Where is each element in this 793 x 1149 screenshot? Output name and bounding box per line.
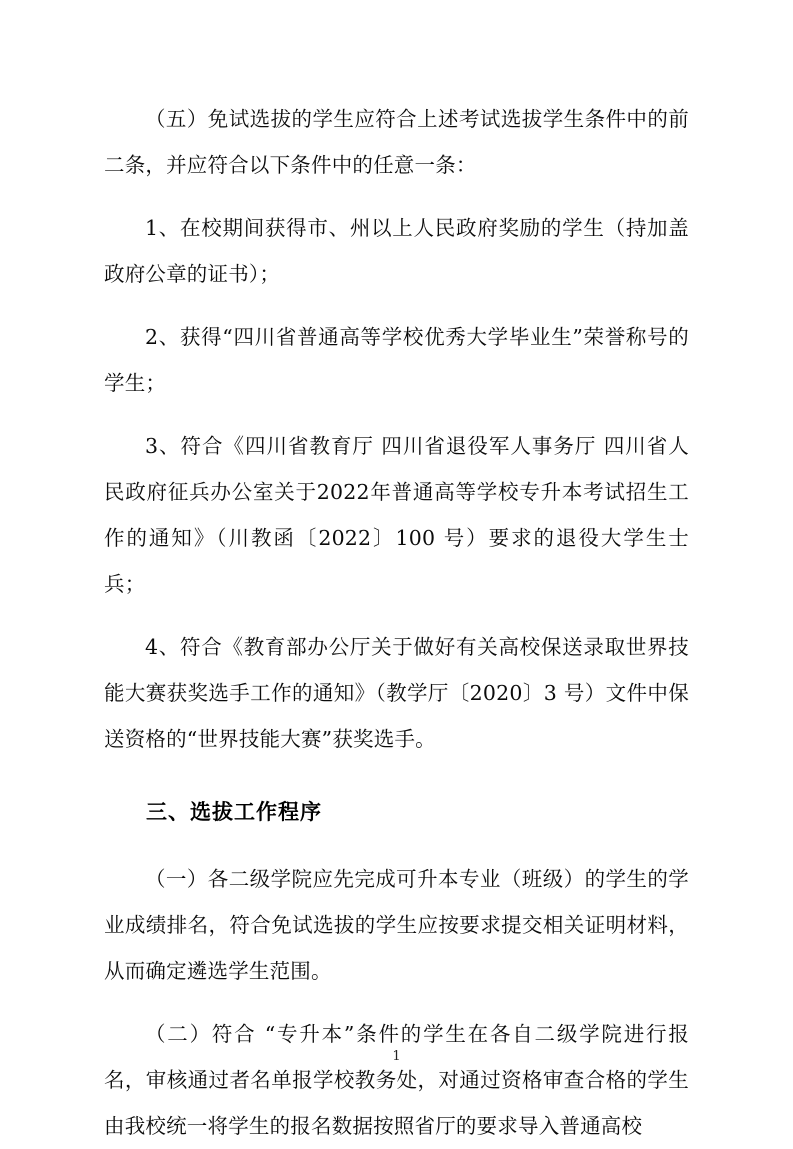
- section-heading-selection-procedure: 三、选拔工作程序: [146, 800, 322, 824]
- paragraph-item-4: 4、符合《教育部办公厅关于做好有关高校保送录取世界技能大赛获奖选手工作的通知》（教学厅〔2020〕3 号）文件中保送资格的“世界技能大赛”获奖选手。: [104, 635, 689, 751]
- paragraph-proc-1: （一）各二级学院应先完成可升本专业（班级）的学生的学业成绩排名，符合免试选拔的学生应按要求提交相关证明材料，从而确定遴选学生范围。: [104, 867, 689, 983]
- paragraph-item-1: 1、在校期间获得市、州以上人民政府奖励的学生（持加盖政府公章的证书）；: [104, 216, 689, 286]
- paragraph-item-5-intro: （五）免试选拔的学生应符合上述考试选拔学生条件中的前二条，并应符合以下条件中的任意一条：: [104, 107, 689, 177]
- document-body: [104, 96, 689, 1149]
- paragraph-item-3: 3、符合《四川省教育厅 四川省退役军人事务厅 四川省人民政府征兵办公室关于2022年普通高等学校专升本考试招生工作的通知》（川教函〔2022〕100 号）要求的退役大学生士兵；: [104, 434, 689, 596]
- paragraph-proc-2: （二）符合 “专升本”条件的学生在各自二级学院进行报名，审核通过者名单报学校教务处，对通过资格审查合格的学生由我校统一将学生的报名数据按照省厅的要求导入普通高校: [104, 1022, 689, 1138]
- page-number: 1: [392, 1049, 401, 1064]
- paragraph-item-2: 2、获得“四川省普通高等学校优秀大学毕业生”荣誉称号的学生；: [104, 325, 689, 395]
